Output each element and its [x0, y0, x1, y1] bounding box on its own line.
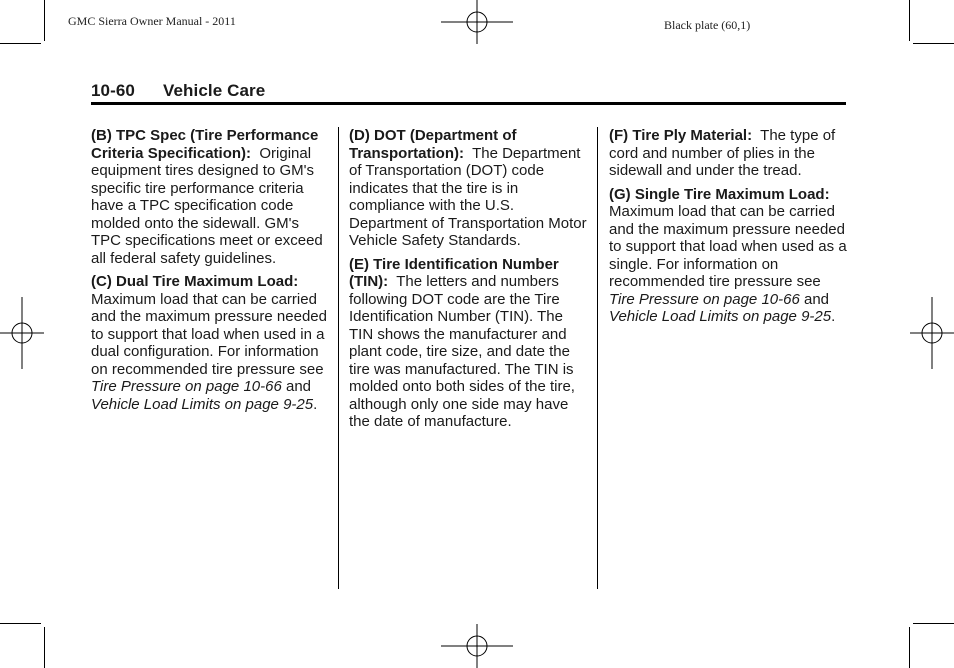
column-divider-1	[338, 127, 339, 589]
paragraph-d	[349, 127, 589, 250]
registration-mark-top-icon	[441, 0, 513, 44]
label-e: (E) Tire Identification Number (TIN):	[349, 255, 559, 290]
crop-mark-br-h	[913, 623, 954, 624]
text-g: Maximum load that can be carried and the maximum pressure needed to support that load when used as a single. For information on recommended tire pressure see	[609, 203, 847, 290]
column-divider-2	[597, 127, 598, 589]
column-2	[349, 127, 589, 437]
crop-mark-bl-h	[0, 623, 41, 624]
paragraph-g	[609, 186, 849, 326]
text-b: Original equipment tires designed to GM's specific tire performance criteria have a TPC specification code molded onto the sidewall. GM's TPC specifications meet or exceed all federal safety guidelines.	[91, 144, 323, 267]
paragraph-b	[91, 127, 329, 267]
label-f: (F) Tire Ply Material:	[609, 127, 753, 144]
label-c: (C) Dual Tire Maximum Load:	[91, 273, 299, 290]
registration-mark-bottom-icon	[441, 624, 513, 668]
section-title: Vehicle Care	[162, 81, 266, 100]
text-d: The Department of Transportation (DOT) code indicates that the tire is in compliance with the U.S. Department of Transportation Motor Vehicle Safety Standards.	[349, 144, 587, 249]
crop-mark-tr-v	[909, 0, 910, 41]
text-period: .	[313, 395, 318, 413]
registration-mark-left-icon	[0, 297, 44, 369]
page-title	[91, 81, 265, 101]
label-g: (G) Single Tire Maximum Load:	[609, 185, 830, 203]
text-f: The type of cord and number of plies in the sidewall and under the tread.	[609, 127, 836, 179]
paragraph-c	[91, 273, 329, 413]
crop-mark-tr-h	[913, 43, 954, 44]
column-3	[609, 127, 849, 332]
crop-mark-tl-h	[0, 43, 41, 44]
text-and: and	[285, 378, 312, 395]
page-number: 10-60	[91, 81, 135, 100]
link-tire-pressure[interactable]: Tire Pressure on page 10-66	[91, 378, 282, 395]
text-c: Maximum load that can be carried and the maximum pressure needed to support that load when used in a dual configuration. For information on recommended tire pressure see	[91, 290, 327, 378]
paragraph-e	[349, 256, 589, 431]
running-header-right: Black plate (60,1)	[664, 18, 751, 32]
crop-mark-br-v	[909, 627, 910, 668]
text-and: and	[803, 290, 830, 308]
registration-mark-right-icon	[910, 297, 954, 369]
paragraph-f	[609, 127, 849, 180]
column-1	[91, 127, 329, 419]
text-period: .	[831, 308, 836, 325]
link-tire-pressure[interactable]: Tire Pressure on page 10-66	[609, 290, 800, 308]
title-rule	[91, 102, 846, 105]
crop-mark-tl-v	[44, 0, 45, 41]
label-d: (D) DOT (Department of Transportation):	[349, 127, 517, 162]
link-vehicle-load-limits[interactable]: Vehicle Load Limits on page 9-25	[91, 395, 314, 413]
running-header-left: GMC Sierra Owner Manual - 2011	[68, 14, 236, 28]
crop-mark-bl-v	[44, 627, 45, 668]
link-vehicle-load-limits[interactable]: Vehicle Load Limits on page 9-25	[609, 308, 832, 325]
text-e: The letters and numbers following DOT code are the Tire Identification Number (TIN). The TIN shows the manufacturer and plant code, tire size, and date the tire was manufactured. The TIN is molded onto both sides of the tire, although only one side may have the date of manufacture.	[349, 273, 575, 430]
label-b: (B) TPC Spec (Tire Performance Criteria Specification):	[91, 127, 319, 162]
